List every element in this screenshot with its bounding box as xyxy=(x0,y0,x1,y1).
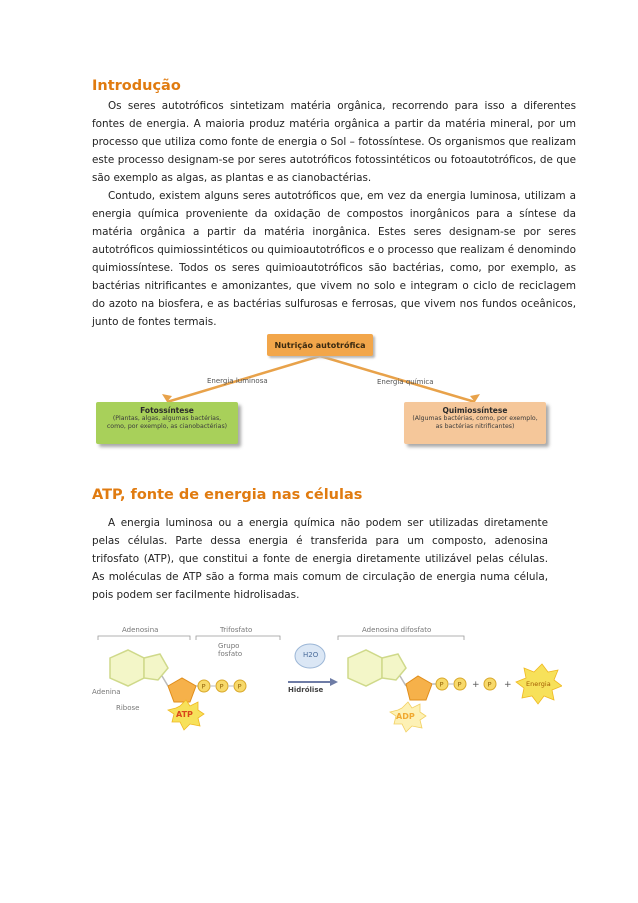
energia-label: Energia xyxy=(526,680,551,688)
atp-diagram-graphics xyxy=(92,620,562,740)
quimiossintese-title: Quimiossíntese xyxy=(442,406,508,415)
svg-text:+: + xyxy=(472,680,480,690)
energia-luminosa-label: Energia luminosa xyxy=(207,377,268,385)
water-label: H2O xyxy=(303,651,319,659)
hidrolise-label: Hidrólise xyxy=(288,686,324,694)
intro-paragraph-2: Contudo, existem alguns seres autotróficos que, em vez da energia luminosa, utilizam a energia química proveniente da oxidação de compostos inorgânicos para a síntese da matéria orgânica a partir da matéria inorgânica. Estes seres designam-se por seres autotróficos quimiossintéticos ou quimioautotróficos e o processo que realizam é denomindo quimiossíntese. Todos os seres quimioautotróficos são bactérias, como, por exemplo, as bactérias nitrificantes e amonizantes, que vivem no solo e integram o ciclo de reciclagem do azoto na biosfera, e as bactérias sulfurosas e ferrosas, que vivem nos fundos oceânicos, junto de fontes termais. xyxy=(92,190,576,328)
svg-text:P: P xyxy=(201,682,206,691)
autotrophic-nutrition-diagram xyxy=(92,330,552,450)
svg-text:P: P xyxy=(439,680,444,689)
svg-text:P: P xyxy=(457,680,462,689)
section-heading-introducao: Introdução xyxy=(92,78,181,94)
energia-quimica-label: Energia química xyxy=(377,378,434,386)
fotossintese-box xyxy=(96,402,238,444)
ribose-label: Ribose xyxy=(116,704,140,712)
adenosina-difosfato-label: Adenosina difosfato xyxy=(362,626,432,634)
atp-hydrolysis-diagram xyxy=(92,620,562,740)
svg-text:+: + xyxy=(504,680,512,690)
quimiossintese-box xyxy=(404,402,546,444)
section-heading-atp: ATP, fonte de energia nas células xyxy=(92,487,363,503)
adp-label: ADP xyxy=(396,712,415,721)
quimiossintese-subtitle: (Algumas bactérias, como, por exemplo, as bactérias nitrificantes) xyxy=(412,415,538,430)
atp-paragraph: A energia luminosa ou a energia química não podem ser utilizadas diretamente pelas células. Parte dessa energia é transferida para um composto, adenosina trifosfato (ATP), que constitui a fonte de energia diretamente utilizável pelas células. As moléculas de ATP são a forma mais comum de circulação de energia numa célula, pois podem ser facilmente hidrolisadas. xyxy=(92,517,548,601)
svg-text:P: P xyxy=(487,680,492,689)
fotossintese-subtitle: (Plantas, algas, algumas bactérias, como, por exemplo, as cianobactérias) xyxy=(106,415,228,430)
nutricao-autotrofica-box: Nutrição autotrófica xyxy=(267,334,373,356)
trifosfato-label: Trifosfato xyxy=(220,626,253,634)
svg-text:P: P xyxy=(219,682,224,691)
svg-text:P: P xyxy=(237,682,242,691)
intro-paragraph-1: Os seres autotróficos sintetizam matéria orgânica, recorrendo para isso a diferentes fontes de energia. A maioria produz matéria orgânica a partir da matéria mineral, por um processo que utiliza como fonte de energia o Sol – fotossíntese. Os organismos que realizam este processo designam-se por seres autotróficos fotossintéticos ou fotoautotróficos, de que são exemplo as algas, as plantas e as cianobactérias. xyxy=(92,100,576,184)
atp-label: ATP xyxy=(176,710,193,719)
fotossintese-title: Fotossíntese xyxy=(140,406,194,415)
grupo-fosfato-label: Grupo fosfato xyxy=(218,642,243,658)
adenosina-label: Adenosina xyxy=(122,626,159,634)
adenina-label: Adenina xyxy=(92,688,121,696)
